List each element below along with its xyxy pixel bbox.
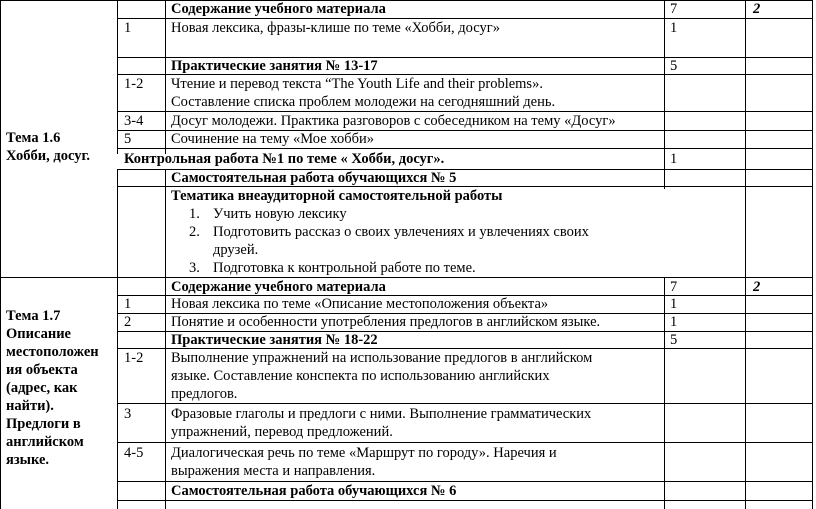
topic-title-line: языке. <box>6 452 50 468</box>
list-item-text: Подготовка к контрольной работе по теме. <box>213 260 476 276</box>
grid-line <box>117 111 813 112</box>
row-number: 1-2 <box>124 76 144 92</box>
list-item-text: Подготовить рассказ о своих увлечениях и увлечениях своих <box>213 224 589 240</box>
practice-header: Практические занятия № 18-22 <box>171 332 378 348</box>
grid-line <box>117 442 813 443</box>
grid-line <box>117 186 813 187</box>
control-work: Контрольная работа №1 по теме « Хобби, досуг». <box>124 151 445 167</box>
hours-cell: 5 <box>670 332 678 348</box>
practice-text: Выполнение упражнений на использование предлогов в английском <box>171 350 593 366</box>
grid-line <box>664 0 665 189</box>
practice-text: Составление списка проблем молодежи на сегодняшний день. <box>171 94 556 110</box>
topic-title-line: ия объекта <box>6 362 78 378</box>
row-number: 1 <box>124 20 132 36</box>
hours-cell: 7 <box>670 1 678 17</box>
level-cell: 2 <box>753 279 761 295</box>
lesson-text: Новая лексика, фразы-клише по теме «Хобби, досуг» <box>171 20 500 36</box>
grid-line <box>117 500 813 501</box>
practice-text: Сочинение на тему «Мое хобби» <box>171 131 374 147</box>
grid-line <box>0 0 813 1</box>
content-header: Содержание учебного материала <box>171 1 386 17</box>
topic-title-line: Тема 1.6 <box>6 130 61 146</box>
topic-title-line: Описание <box>6 326 71 342</box>
practice-text: Фразовые глаголы и предлоги с ними. Выполнение грамматических <box>171 406 592 422</box>
topic-title-line: найти). <box>6 398 54 414</box>
hours-cell: 5 <box>670 58 678 74</box>
level-cell: 2 <box>753 1 761 17</box>
row-number: 2 <box>124 314 132 330</box>
grid-line <box>117 169 118 509</box>
row-number: 3-4 <box>124 113 144 129</box>
practice-text: выражения места и направления. <box>171 463 376 479</box>
grid-line <box>0 277 813 278</box>
list-item-text: друзей. <box>213 242 259 258</box>
lesson-text: Новая лексика по теме «Описание местоположения объекта» <box>171 296 549 312</box>
hours-cell: 1 <box>670 296 678 312</box>
hours-cell: 7 <box>670 279 678 295</box>
grid-line <box>117 403 813 404</box>
list-item-number: 2. <box>189 224 200 240</box>
row-number: 4-5 <box>124 445 144 461</box>
list-item-text: Учить новую лексику <box>213 206 347 222</box>
self-work-header: Самостоятельная работа обучающихся № 5 <box>171 170 457 186</box>
grid-line <box>664 277 665 509</box>
grid-line <box>812 0 813 509</box>
grid-line <box>165 169 166 509</box>
practice-text: упражнений, перевод предложений. <box>171 424 393 440</box>
topic-title-line: Хобби, досуг. <box>6 148 91 164</box>
practice-text: языке. Составление конспекта по использованию английских <box>171 368 550 384</box>
grid-line <box>117 348 813 349</box>
row-number: 5 <box>124 131 132 147</box>
row-number: 3 <box>124 406 132 422</box>
topic-title-line: Предлоги в <box>6 416 81 432</box>
grid-line <box>117 148 813 149</box>
practice-text: Диалогическая речь по теме «Маршрут по городу». Наречия и <box>171 445 557 461</box>
extracurricular-title: Тематика внеаудиторной самостоятельной работы <box>171 188 503 204</box>
grid-line <box>117 74 813 75</box>
topic-title-line: Тема 1.7 <box>6 308 61 324</box>
grid-line <box>0 0 1 509</box>
topic-title-line: местоположен <box>6 344 99 360</box>
grid-line <box>745 0 746 509</box>
practice-text: Чтение и перевод текста “The Youth Life and their problems». <box>171 76 543 92</box>
list-item-number: 1. <box>189 206 200 222</box>
hours-cell: 1 <box>670 20 678 36</box>
row-number: 1 <box>124 296 132 312</box>
topic-title-line: (адрес, как <box>6 380 78 396</box>
content-header: Содержание учебного материала <box>171 279 386 295</box>
practice-header: Практические занятия № 13-17 <box>171 58 378 74</box>
list-item-number: 3. <box>189 260 200 276</box>
practice-text: Досуг молодежи. Практика разговоров с собеседником на тему «Досуг» <box>171 113 616 129</box>
grid-line <box>117 18 813 19</box>
row-number: 1-2 <box>124 350 144 366</box>
practice-text: предлогов. <box>171 386 238 402</box>
hours-cell: 1 <box>670 151 678 167</box>
hours-cell: 1 <box>670 314 678 330</box>
topic-title-line: английском <box>6 434 84 450</box>
lesson-text: Понятие и особенности употребления предлогов в английском языке. <box>171 314 601 330</box>
grid-line <box>117 481 813 482</box>
self-work-header: Самостоятельная работа обучающихся № 6 <box>171 483 457 499</box>
